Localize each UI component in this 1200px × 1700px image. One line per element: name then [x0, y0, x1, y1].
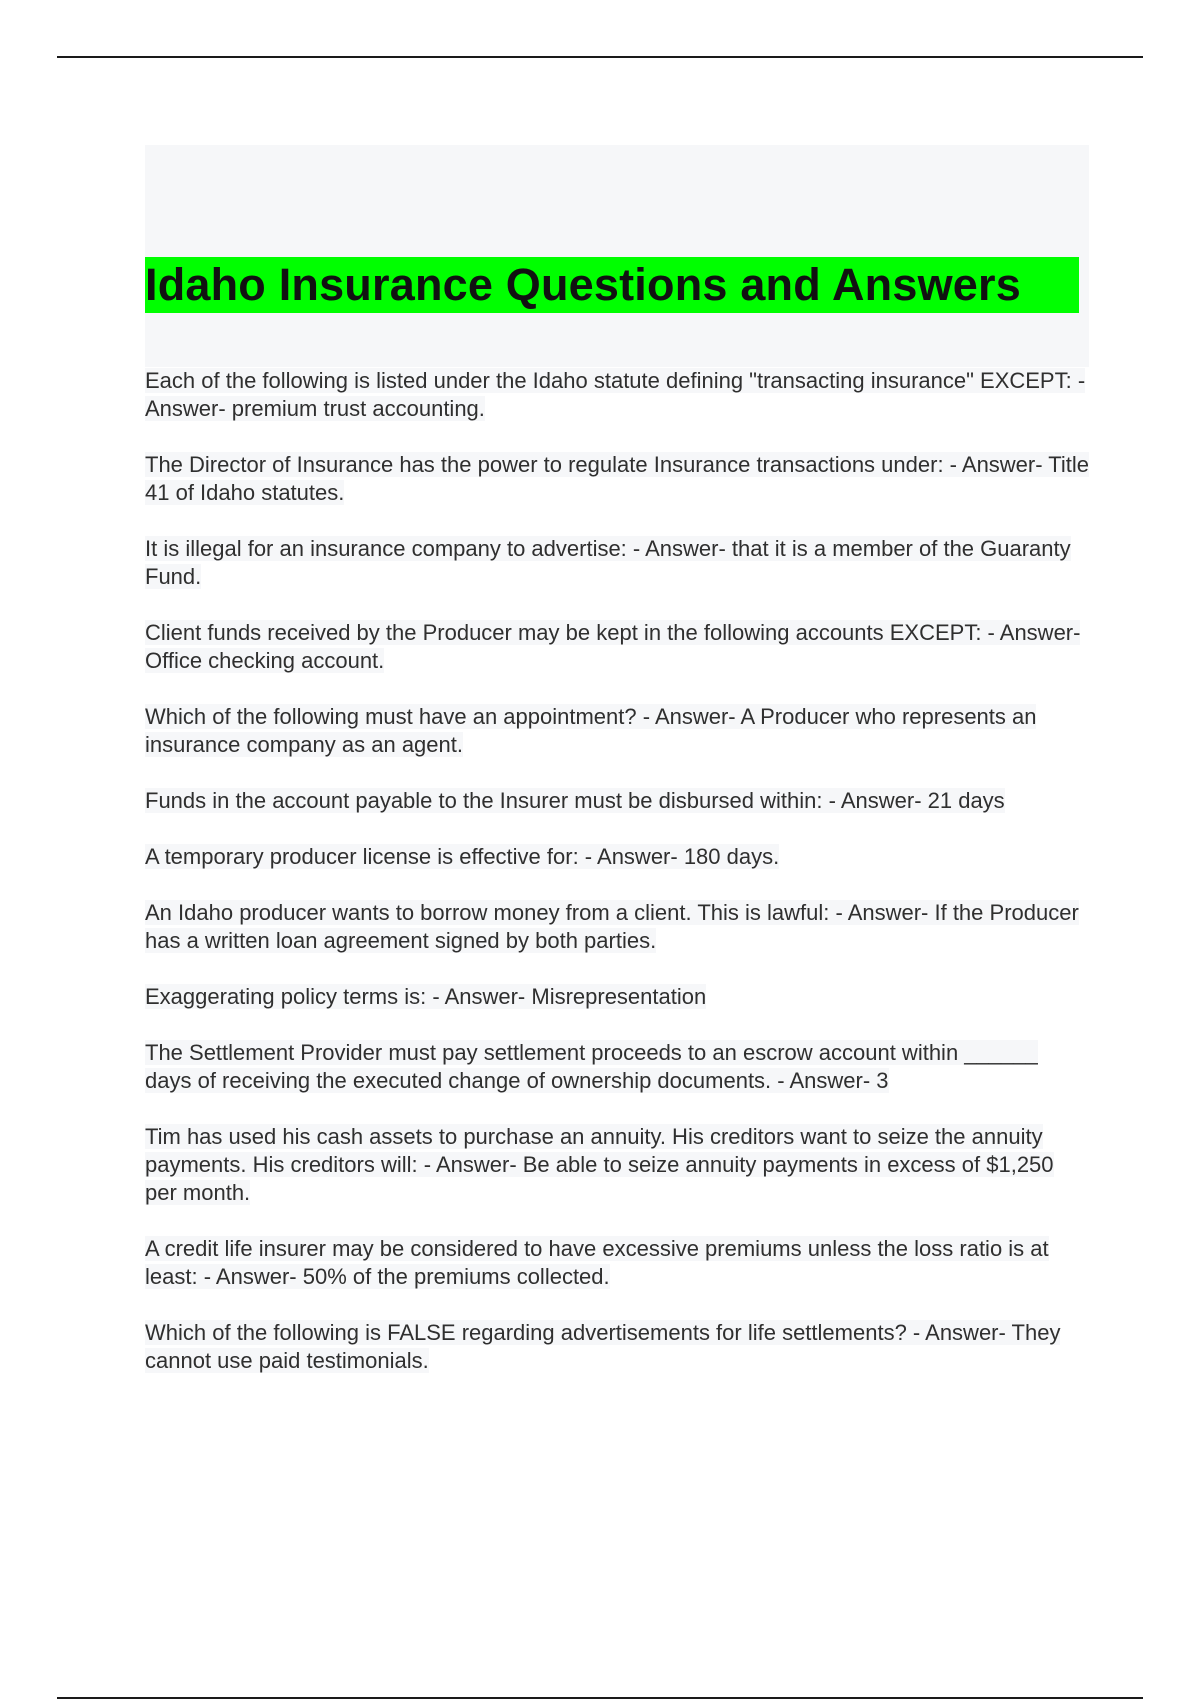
- qa-item: [145, 1235, 1090, 1291]
- qa-item: [145, 1123, 1090, 1207]
- document-title: Idaho Insurance Questions and Answers: [145, 257, 1079, 313]
- qa-item: [145, 983, 1090, 1011]
- qa-list: [145, 367, 1090, 1403]
- qa-item-text: The Settlement Provider must pay settlement proceeds to an escrow account within ______ days of receiving the executed change of ownership documents. - Answer- 3: [145, 1040, 1038, 1093]
- title-background-block: [145, 145, 1089, 367]
- qa-item: [145, 787, 1090, 815]
- qa-item-text: Each of the following is listed under the Idaho statute defining "transacting insurance" EXCEPT: - Answer- premium trust accounting.: [145, 368, 1086, 421]
- qa-item: [145, 843, 1090, 871]
- qa-item: [145, 899, 1090, 955]
- qa-item-text: It is illegal for an insurance company to advertise: - Answer- that it is a member of the Guaranty Fund.: [145, 536, 1071, 589]
- qa-item: [145, 619, 1090, 675]
- qa-item: [145, 367, 1090, 423]
- qa-item: [145, 1039, 1090, 1095]
- qa-item-text: Funds in the account payable to the Insurer must be disbursed within: - Answer- 21 days: [145, 788, 1005, 813]
- qa-item: [145, 1319, 1090, 1375]
- qa-item: [145, 451, 1090, 507]
- qa-item: [145, 703, 1090, 759]
- qa-item-text: The Director of Insurance has the power to regulate Insurance transactions under: - Answer- Title 41 of Idaho statutes.: [145, 452, 1090, 505]
- bottom-page-rule: [57, 1697, 1143, 1699]
- qa-item-text: A credit life insurer may be considered to have excessive premiums unless the loss ratio is at least: - Answer- 50% of the premiums collected.: [145, 1236, 1049, 1289]
- qa-item-text: A temporary producer license is effective for: - Answer- 180 days.: [145, 844, 780, 869]
- top-page-rule: [57, 56, 1143, 58]
- qa-item: [145, 535, 1090, 591]
- qa-item-text: Tim has used his cash assets to purchase an annuity. His creditors want to seize the annuity payments. His creditors will: - Answer- Be able to seize annuity payments in excess of $1,250 per month.: [145, 1124, 1054, 1205]
- qa-item-text: Client funds received by the Producer may be kept in the following accounts EXCEPT: - Answer- Office checking account.: [145, 620, 1081, 673]
- qa-item-text: Which of the following is FALSE regarding advertisements for life settlements? - Answer- They cannot use paid testimonials.: [145, 1320, 1061, 1373]
- qa-item-text: An Idaho producer wants to borrow money from a client. This is lawful: - Answer- If the Producer has a written loan agreement signed by both parties.: [145, 900, 1079, 953]
- qa-item-text: Exaggerating policy terms is: - Answer- Misrepresentation: [145, 984, 707, 1009]
- qa-item-text: Which of the following must have an appointment? - Answer- A Producer who represents an insurance company as an agent.: [145, 704, 1037, 757]
